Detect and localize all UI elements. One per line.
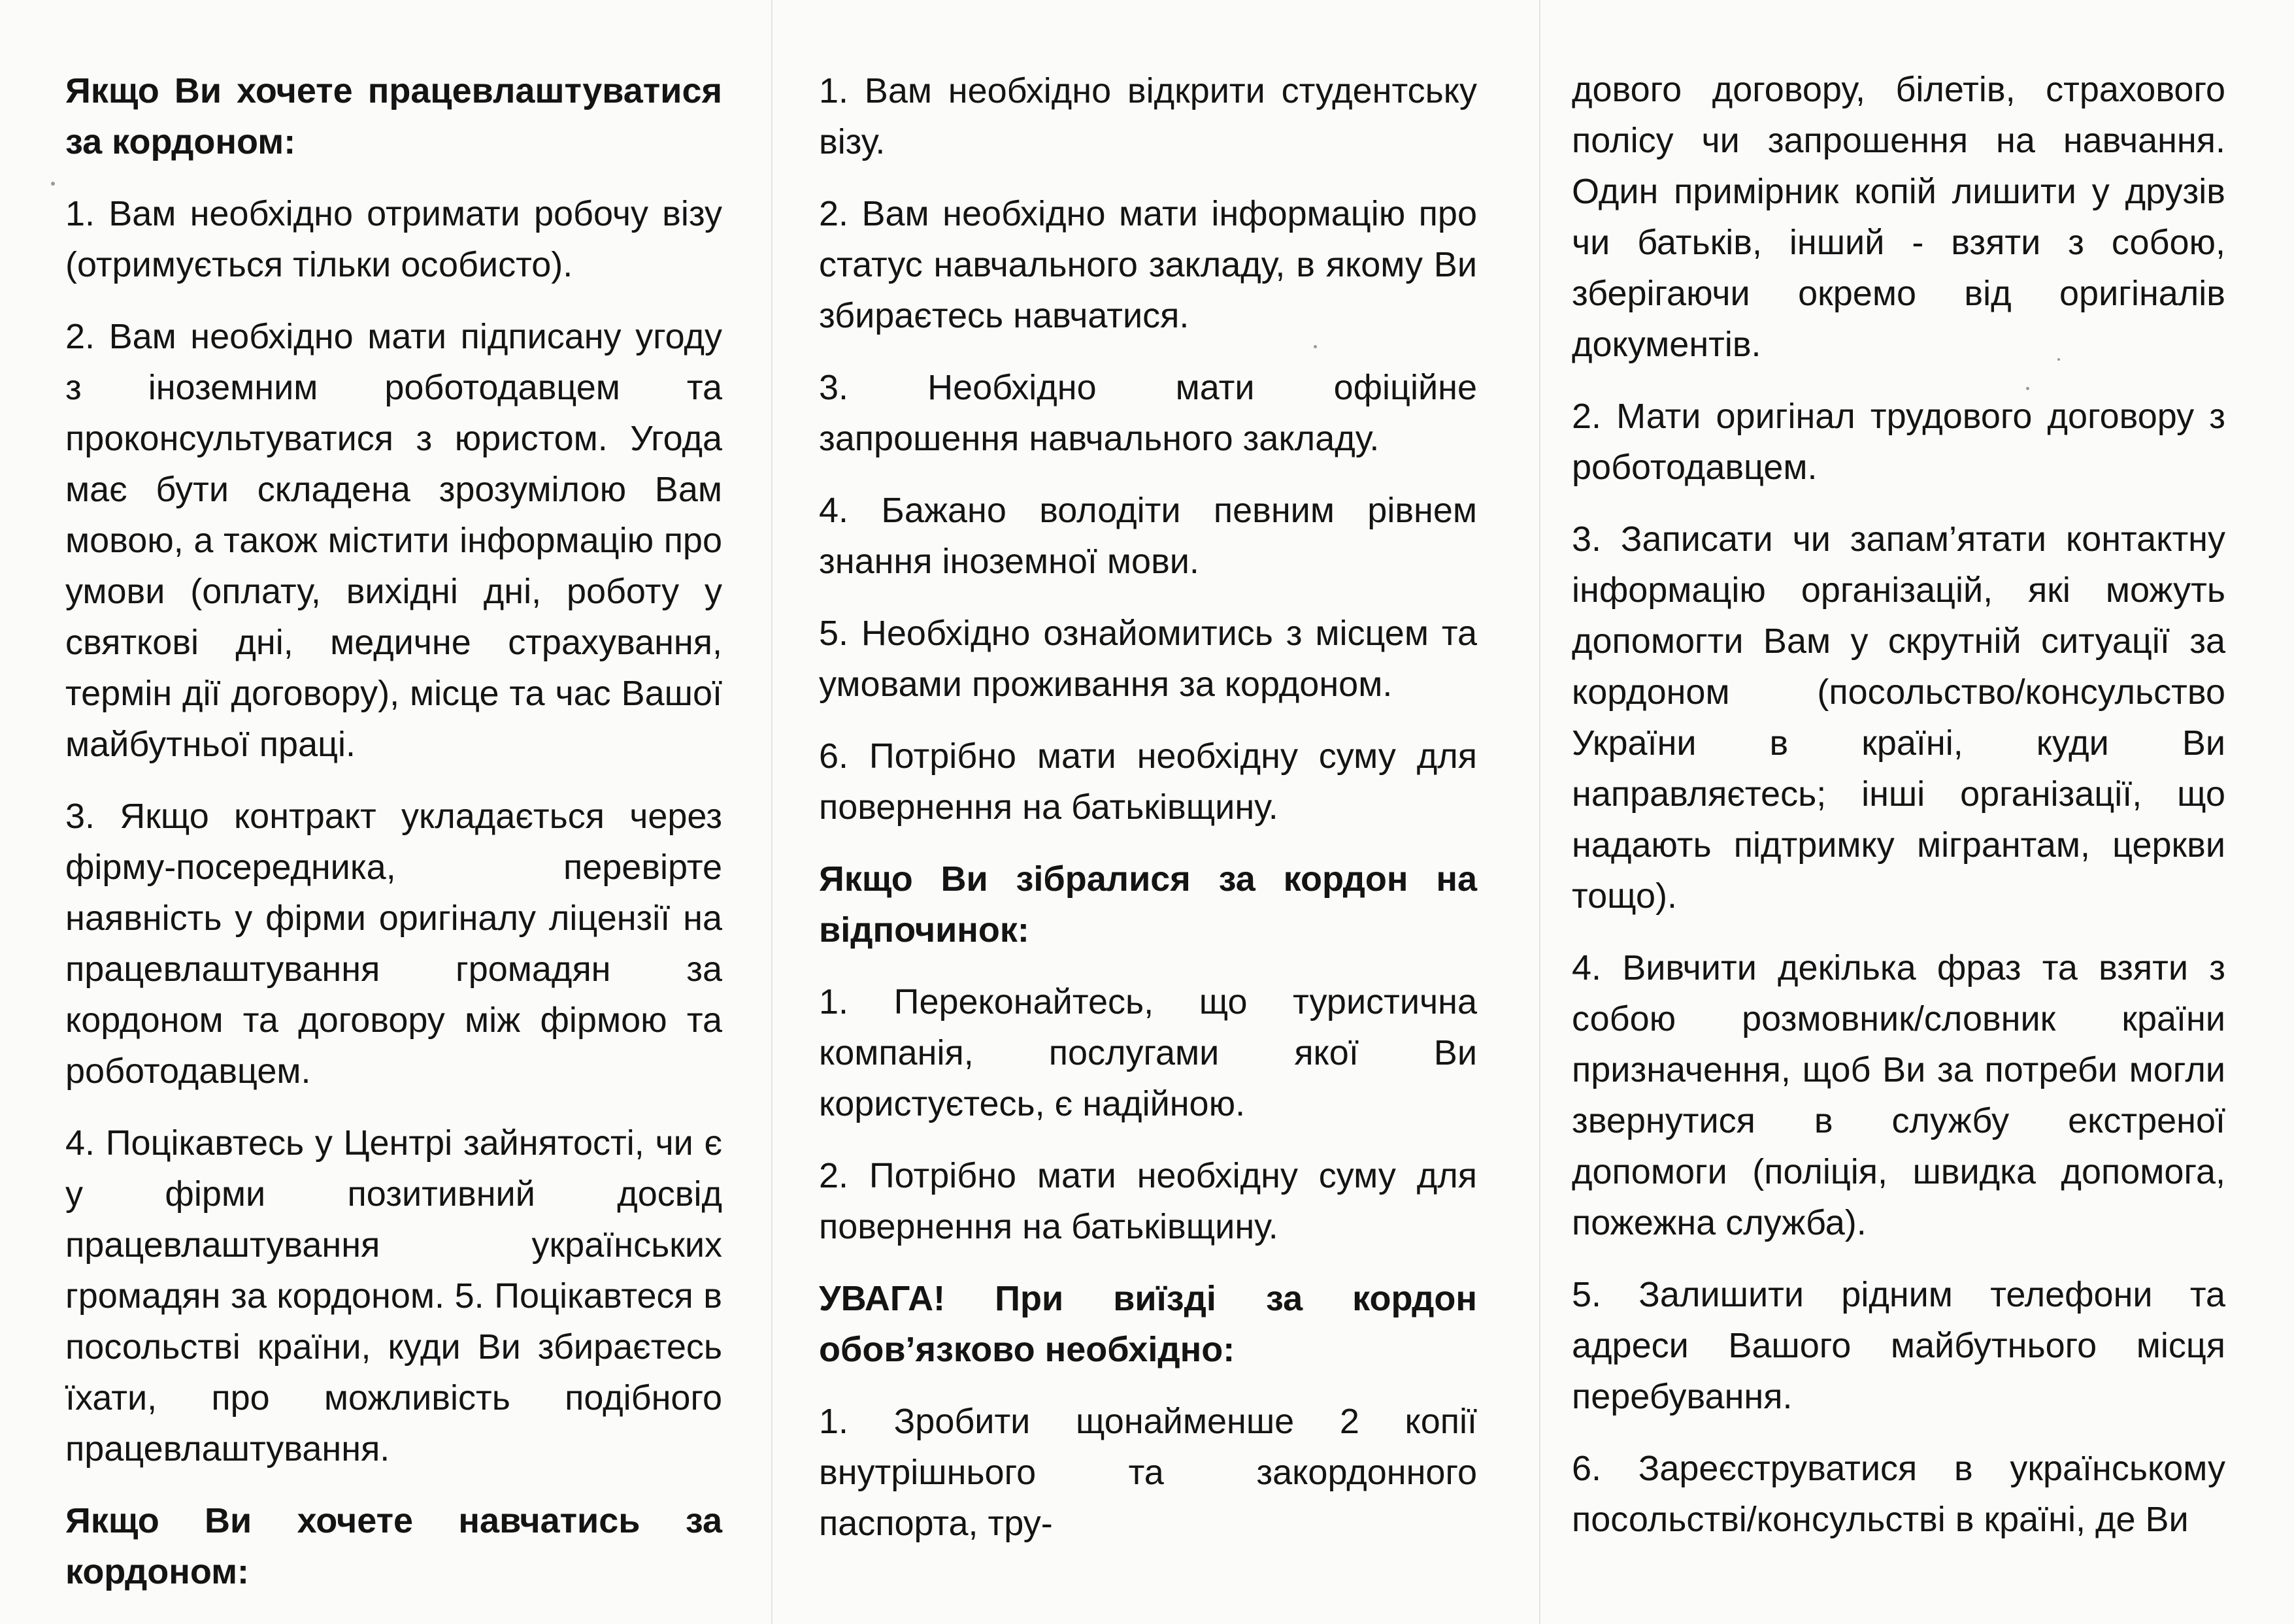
list-item: 3. Записати чи запам’ятати контактну інформацію організацій, які можуть допомогти Вам у скрутній ситуації за кордоном (посольство/консульство України в країні, куди Ви направляєтесь; інші організації, що надають підтримку мігрантам, церкви тощо). (1572, 520, 2225, 916)
section-heading: Якщо Ви хочете працевлаштуватися за кордоном: (65, 71, 722, 161)
list-item: 3. Необхідно мати офіційне запрошення навчального закладу. (819, 368, 1477, 458)
list-item: 4. Поцікавтесь у Центрі зайнятості, чи є у фірми позитивний досвід працевлаштування українських громадян за кордоном. 5. Поцікавтеся в посольстві країни, куди Ви збираєтесь їхати, про можливість подібного працевлаштування. (65, 1123, 722, 1468)
column-work-abroad (65, 65, 722, 1618)
attention-heading: УВАГА! При виїзді за кордон обов’язково необхідно: (819, 1279, 1477, 1369)
list-item: 3. Якщо контракт укладається через фірму-посередника, перевірте наявність у фірми оригіналу ліцензії на працевлаштування громадян за кордоном та договору між фірмою та роботодавцем. (65, 797, 722, 1091)
list-item: 4. Вивчити декілька фраз та взяти з собою розмовник/словник країни призначення, щоб Ви за потреби могли звернутися в службу екстреної допомоги (поліція, швидка допомога, пожежна служба). (1572, 948, 2225, 1242)
fold-line-left (771, 0, 773, 1624)
list-item: 1. Вам необхідно відкрити студентську візу. (819, 71, 1477, 161)
list-item: 1. Переконайтесь, що туристична компанія, послугами якої Ви користуєтесь, є надійною. (819, 982, 1477, 1123)
column-study-and-travel (819, 65, 1477, 1570)
section-heading: Якщо Ви хочете навчатись за кордоном: (65, 1501, 722, 1591)
list-item: 2. Вам необхідно мати підписану угоду з іноземним роботодавцем та проконсультуватися з юристом. Угода має бути складена зрозумілою Вам мовою, а також містити інформацію про умови (оплату, вихідні дні, роботу у святкові дні, медичне страхування, термін дії договору), місце та час Вашої майбутньої праці. (65, 317, 722, 764)
list-item: 6. Зареєструватися в українському посольстві/консульстві в країні, де Ви (1572, 1449, 2225, 1539)
list-item: 1. Зробити щонайменше 2 копії внутрішнього та закордонного паспорта, тру- (819, 1402, 1477, 1543)
list-item: 1. Вам необхідно отримати робочу візу (отримується тільки особисто). (65, 194, 722, 284)
scan-speck (51, 182, 55, 186)
list-item: 2. Мати оригінал трудового договору з роботодавцем. (1572, 397, 2225, 487)
list-item: 2. Вам необхідно мати інформацію про статус навчального закладу, в якому Ви збираєтесь навчатися. (819, 194, 1477, 335)
list-item: 5. Необхідно ознайомитись з місцем та умовами проживання за кордоном. (819, 614, 1477, 704)
fold-line-right (1539, 0, 1540, 1624)
section-heading: Якщо Ви зібралися за кордон на відпочинок: (819, 859, 1477, 950)
list-item: 6. Потрібно мати необхідну суму для повернення на батьківщину. (819, 737, 1477, 827)
list-item: 5. Залишити рідним телефони та адреси Вашого майбутнього місця перебування. (1572, 1275, 2225, 1416)
column-travel-checklist (1572, 64, 2225, 1566)
list-item: 4. Бажано володіти певним рівнем знання іноземної мови. (819, 491, 1477, 581)
list-item: дового договору, білетів, страхового полісу чи запрошення на навчання. Один примірник копій лишити у друзів чи батьків, інший - взяти з собою, зберігаючи окремо від оригіналів документів. (1572, 70, 2225, 364)
list-item: 2. Потрібно мати необхідну суму для повернення на батьківщину. (819, 1156, 1477, 1246)
